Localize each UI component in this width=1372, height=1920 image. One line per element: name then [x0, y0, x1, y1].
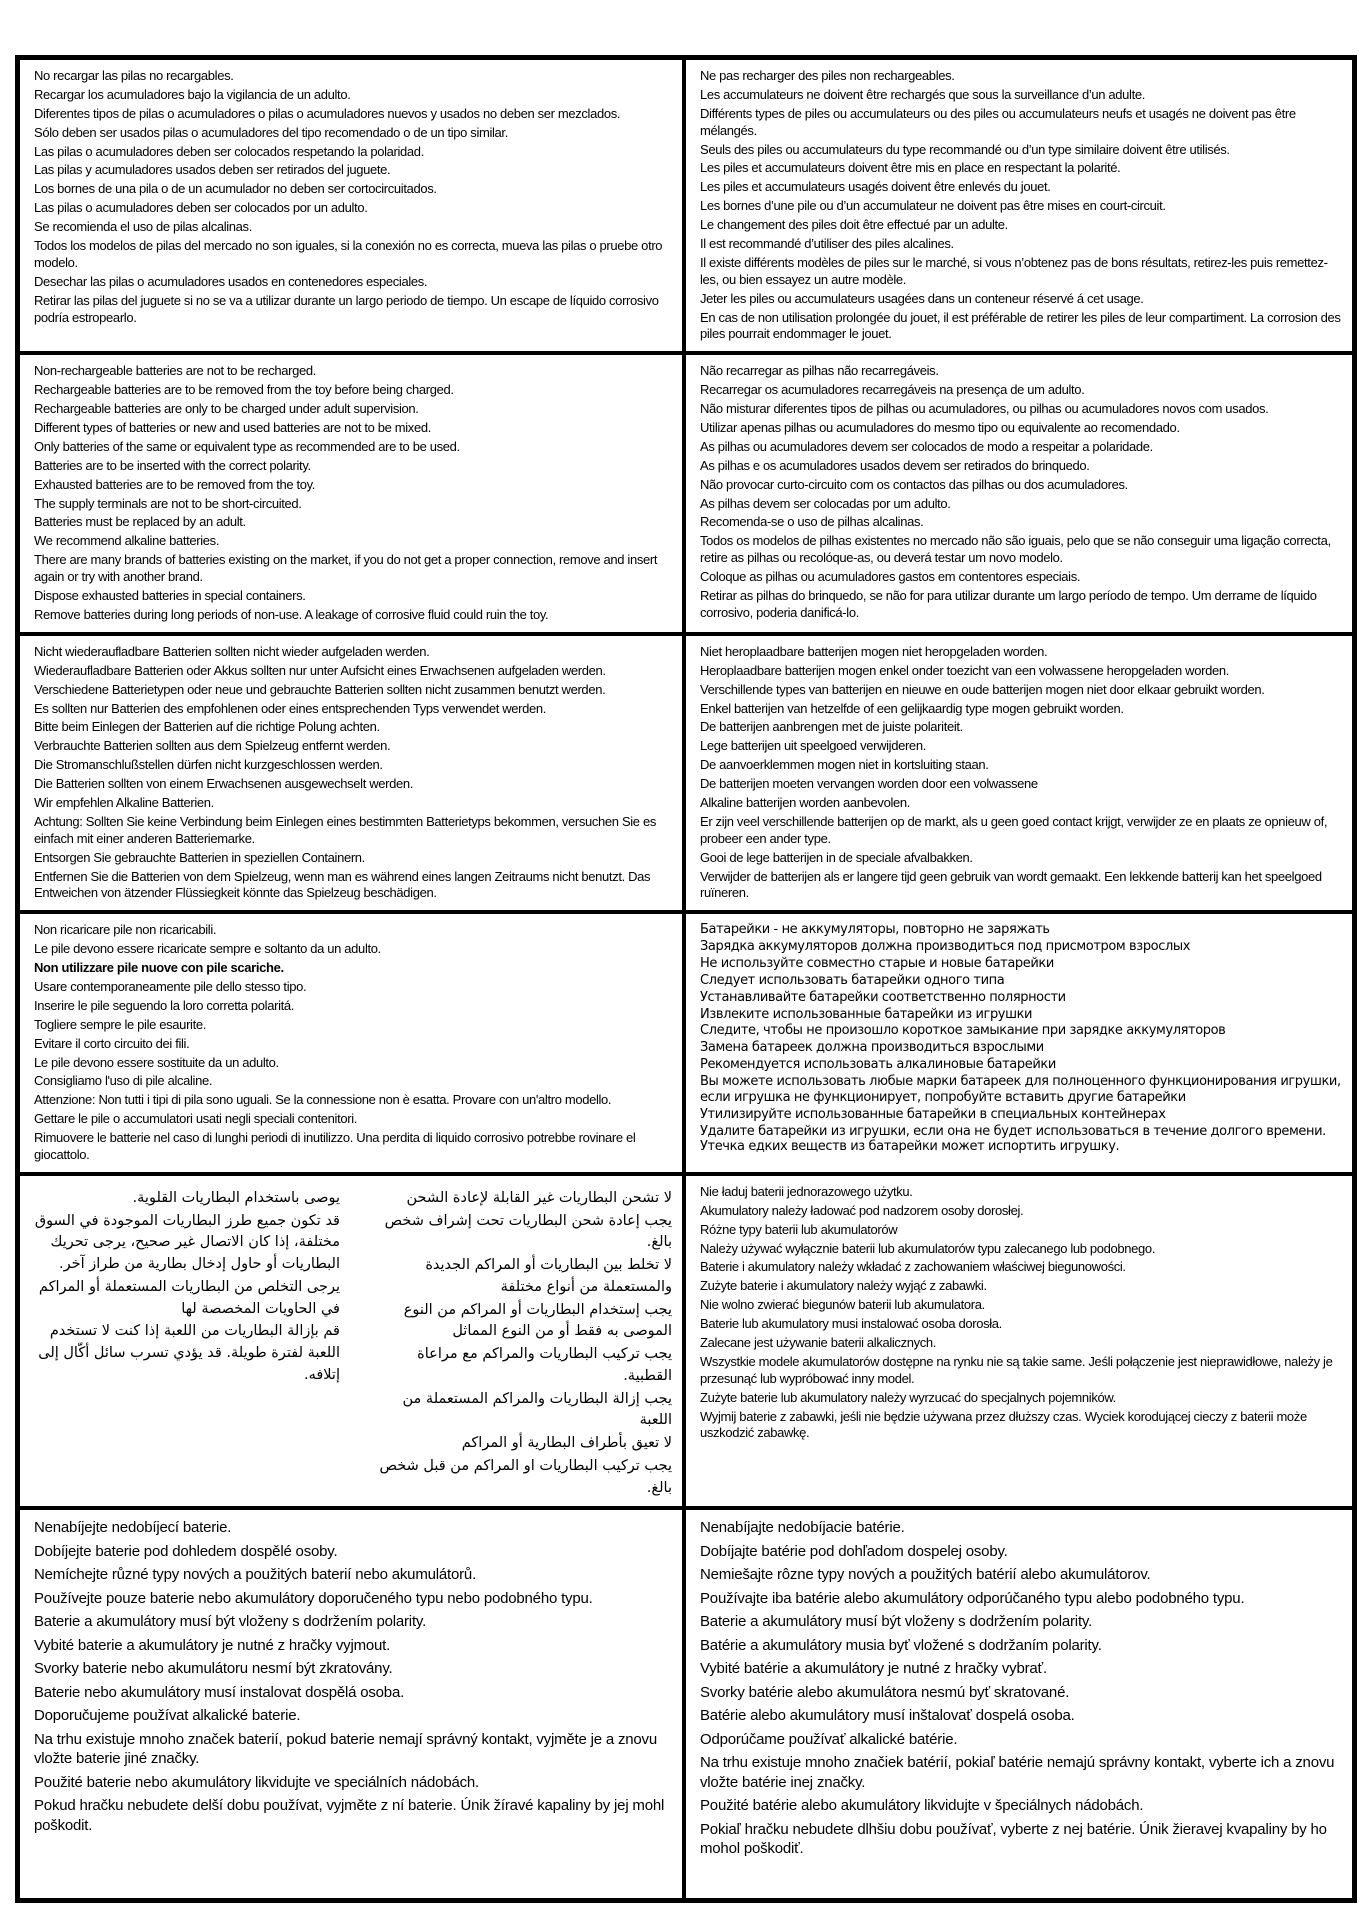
instruction-line: Dobíjajte batérie pod dohľadom dospelej osoby. — [700, 1542, 1008, 1560]
instruction-line: The supply terminals are not to be short-circuited. — [34, 495, 302, 511]
instruction-line: Las pilas y acumuladores usados deben ser retirados del juguete. — [34, 162, 391, 178]
instruction-line: Зарядка аккумуляторов должна производиться под присмотром взрослых — [700, 939, 1191, 955]
instructions-row-4 — [20, 910, 1352, 1172]
section-german — [20, 636, 686, 910]
arabic-column-1 — [366, 1188, 672, 1501]
instruction-line: Wiederaufladbare Batterien oder Akkus sollten nur unter Aufsicht eines Erwachsenen aufgeladen werden. — [34, 662, 606, 678]
instruction-line: Utilizar apenas pilhas ou acumuladores do mesmo tipo ou equivalente ao recomendado. — [700, 420, 1180, 436]
instruction-line: Vybité batérie a akumulátory je nutné z hračky vybrať. — [700, 1660, 1047, 1678]
instruction-line: Heroplaadbare batterijen mogen enkel onder toezicht van een volwassene heropgeladen worden. — [700, 662, 1229, 678]
instruction-line: Batérie alebo akumulátory musí inštalovať dospelá osoba. — [700, 1707, 1075, 1725]
instruction-line: Rimuovere le batterie nel caso di lunghi periodi di inutilizzo. Una perdita di liquido corrosivo potrebbe rovinare el giocattolo. — [34, 1130, 636, 1162]
instructions-row-5 — [20, 1172, 1352, 1507]
instruction-line: Retirar las pilas del juguete si no se va a utilizar durante un largo periodo de tiempo. Un escape de líquido corrosivo podría estropearlo. — [34, 292, 659, 325]
instruction-line: Retirar as pilhas do brinquedo, se não for para utilizar durante um largo período de tempo. Um derrame de líquido corrosivo, poderia danificá-lo. — [700, 588, 1317, 620]
instruction-line: Il est recommandé d’utiliser des piles alcalines. — [700, 236, 954, 252]
instruction-line: Pokud hračku nebudete delší dobu používat, vyjměte z ní baterie. Únik žíravé kapaliny by jej mohl poškodit. — [34, 1797, 665, 1834]
instruction-line: Použité batérie alebo akumulátory likvidujte v špeciálnych nádobách. — [700, 1797, 1144, 1815]
instruction-line: Batérie a akumulátory musia byť vložené s dodržaním polarity. — [700, 1636, 1102, 1654]
section-slovak — [686, 1510, 1352, 1898]
arabic-two-column-layout — [34, 1188, 672, 1501]
instruction-line: Não recarregar as pilhas não recarregáveis. — [700, 363, 939, 379]
instruction-line: Non utilizzare pile nuove con pile scariche. — [34, 960, 284, 976]
instruction-line: Different types of batteries or new and used batteries are not to be mixed. — [34, 420, 431, 436]
instruction-line: Akumulatory należy ładować pod nadzorem osoby dorosłej. — [700, 1202, 1024, 1218]
instruction-line: Non ricaricare pile non ricaricabili. — [34, 922, 217, 938]
instruction-line: Следует использовать батарейки одного типа — [700, 972, 1005, 988]
instruction-line: Jeter les piles ou accumulateurs usagées dans un conteneur réservé á cet usage. — [700, 290, 1144, 306]
instruction-line: Seuls des piles ou accumulateurs du type recommandé ou d’un type similaire doivent être utilisés. — [700, 141, 1230, 157]
instruction-line: لا تعيق بأطراف البطارية أو المراكم — [461, 1435, 672, 1452]
instruction-line: Verwijder de batterijen als er langere tijd geen gebruik van wordt gemaakt. Een lekkende batterij kan het speelgoed ruïneren. — [700, 868, 1322, 901]
instruction-line: Les bornes d’une pile ou d’un accumulateur ne doivent pas être mises en court-circuit. — [700, 198, 1166, 214]
instruction-line: Nie ładuj baterii jednorazowego użytku. — [700, 1183, 913, 1199]
instruction-line: قم بإزالة البطاريات من اللعبة إذا كنت لا تستخدم اللعبة لفترة طويلة. قد يؤدي تسرب سائل أكّال إلى إتلافه. — [38, 1323, 340, 1383]
instruction-line: Bitte beim Einlegen der Batterien auf die richtige Polung achten. — [34, 719, 380, 735]
instruction-line: Inserire le pile seguendo la loro corretta polaritá. — [34, 997, 295, 1013]
instruction-line: Sólo deben ser usados pilas o acumuladores del tipo recomendado o de un tipo similar. — [34, 124, 508, 140]
instruction-line: Batteries must be replaced by an adult. — [34, 514, 246, 530]
instruction-line: Es sollten nur Batterien des empfohlenen oder eines entsprechenden Typs verwendet werden. — [34, 700, 547, 716]
instruction-line: Baterie a akumulátory musí být vloženy s dodržením polarity. — [700, 1613, 1093, 1631]
instruction-line: Rechargeable batteries are to be removed from the toy before being charged. — [34, 382, 454, 398]
instruction-line: Ne pas recharger des piles non rechargeables. — [700, 68, 955, 83]
section-czech — [20, 1510, 686, 1898]
instruction-line: Baterie nebo akumulátory musí instalovat dospělá osoba. — [34, 1683, 405, 1701]
instruction-line: Батарейки - не аккумуляторы, повторно не заряжать — [700, 922, 1050, 938]
instruction-line: Použité baterie nebo akumulátory likvidujte ve speciálních nádobách. — [34, 1773, 480, 1791]
instruction-line: Svorky baterie nebo akumulátoru nesmí být zkratovány. — [34, 1660, 393, 1678]
instruction-line: Los bornes de una pila o de un acumulador no deben ser cortocircuitados. — [34, 181, 437, 197]
instruction-line: Não provocar curto-circuito com os contactos das pilhas ou dos acumuladores. — [700, 476, 1128, 492]
instruction-line: Desechar las pilas o acumuladores usados en contenedores especiales. — [34, 273, 428, 289]
section-english — [20, 355, 686, 631]
instruction-line: Pokiaľ hračku nebudete dlhšiu dobu používať, vyberte z nej batérie. Únik žieravej kvapaliny by ho mohol poškodiť. — [700, 1820, 1327, 1858]
instruction-line: Die Batterien sollten von einem Erwachsenen ausgewechselt werden. — [34, 776, 414, 792]
instruction-line: Er zijn veel verschillende batterijen op de markt, als u geen goed contact krijgt, verwijder ze en plaats ze opnieuw of, probeer een ander type. — [700, 813, 1328, 846]
instruction-line: Používejte pouze baterie nebo akumulátory doporučeného typu nebo podobného typu. — [34, 1589, 593, 1607]
instruction-line: Togliere sempre le pile esaurite. — [34, 1016, 206, 1032]
instruction-line: Вы можете использовать любые марки батареек для полноценного функционирования игрушки, если игрушка не функционирует, попробуйте вставить другие батарейки — [700, 1074, 1341, 1105]
instruction-line: Na trhu existuje mnoho značek baterií, pokud baterie nemají správný kontakt, vyjměte je a znovu vložte baterie jiné značky. — [34, 1730, 658, 1768]
instruction-line: Удалите батарейки из игрушки, если она не будет использоваться в течение долгого времени. Утечка едких веществ из батарейки может испортить игрушку. — [700, 1123, 1326, 1155]
instruction-line: Achtung: Sollten Sie keine Verbindung beim Einlegen eines bestimmten Batterietyps bekommen, versuchen Sie es einfach mit einer anderen Batteriemarke. — [34, 813, 656, 846]
instruction-line: Należy używać wyłącznie baterii lub akumulatorów typu zalecanego lub podobnego. — [700, 1240, 1156, 1256]
instruction-line: Zużyte baterie i akumulatory należy wyjąć z zabawki. — [700, 1278, 987, 1294]
instruction-line: Evitare il corto circuito dei fili. — [34, 1035, 190, 1051]
instruction-line: Todos los modelos de pilas del mercado no son iguales, si la conexión no es correcta, mueva las pilas o pruebe otro modelo. — [34, 238, 663, 270]
instruction-line: Recomenda-se o uso de pilhas alcalinas. — [700, 514, 924, 530]
instruction-line: Las pilas o acumuladores deben ser colocados respetando la polaridad. — [34, 143, 424, 159]
instruction-line: يرجى التخلص من البطاريات المستعملة أو المراكم في الحاويات المخصصة لها — [38, 1278, 340, 1317]
instruction-line: Gettare le pile o accumulatori usati negli speciali contenitori. — [34, 1111, 358, 1127]
instruction-line: Утилизируйте использованные батарейки в специальных контейнерах — [700, 1106, 1166, 1122]
instruction-line: Entsorgen Sie gebrauchte Batterien in speziellen Containern. — [34, 849, 365, 865]
instruction-line: No recargar las pilas no recargables. — [34, 68, 234, 83]
instruction-line: لا تشحن البطاريات غير القابلة لإعادة الشحن — [406, 1189, 672, 1206]
instruction-line: Różne typy baterii lub akumulatorów — [700, 1221, 898, 1237]
instruction-line: Les piles et accumulateurs doivent être mis en place en respectant la polarité. — [700, 160, 1121, 176]
instruction-line: As pilhas ou acumuladores devem ser colocados de modo a respeitar a polaridade. — [700, 438, 1153, 454]
instruction-line: There are many brands of batteries existing on the market, if you do not get a proper connection, remove and insert again or try with another brand. — [34, 552, 658, 585]
section-russian — [686, 914, 1352, 1172]
instruction-line: Следите, чтобы не произошло короткое замыкание при зарядке аккумуляторов — [700, 1023, 1226, 1039]
instruction-line: Извлеките использованные батарейки из игрушки — [700, 1006, 1033, 1022]
instruction-line: قد تكون جميع طرز البطاريات الموجودة في السوق مختلفة، إذا كان الاتصال غير صحيح، يرجى تحريك البطاريات أو حاول إدخال بطارية من طراز آخر. — [34, 1212, 340, 1273]
instruction-line: Usare contemporaneamente pile dello stesso tipo. — [34, 978, 307, 994]
instruction-line: Doporučujeme používat alkalické baterie. — [34, 1707, 301, 1725]
instruction-line: Dobíjejte baterie pod dohledem dospělé osoby. — [34, 1542, 338, 1560]
instruction-line: Remove batteries during long periods of non-use. A leakage of corrosive fluid could ruin the toy. — [34, 606, 549, 622]
instruction-line: Не используйте совместно старые и новые батарейки — [700, 956, 1054, 972]
instructions-row-6 — [20, 1506, 1352, 1898]
instruction-line: Les piles et accumulateurs usagés doivent être enlevés du jouet. — [700, 179, 1051, 195]
instruction-line: Dispose exhausted batteries in special containers. — [34, 588, 306, 604]
instruction-line: Only batteries of the same or equivalent type as recommended are to be used. — [34, 438, 460, 454]
section-dutch — [686, 636, 1352, 910]
instruction-line: Wyjmij baterie z zabawki, jeśli nie będzie używana przez dłuższy czas. Wyciek korodującej cieczy z baterii może uszkodzić zabawkę. — [700, 1408, 1307, 1441]
instructions-row-1 — [20, 60, 1352, 351]
instruction-line: Verschiedene Batterietypen oder neue und gebrauchte Batterien sollten nicht zusammen benutzt werden. — [34, 681, 606, 697]
instruction-line: Používajte iba batérie alebo akumulátory odporúčaného typu alebo podobného typu. — [700, 1589, 1245, 1607]
instruction-line: Wszystkie modele akumulatorów dostępne na rynku nie są takie same. Jeśli połączenie jest nieprawidłowe, należy je przesunąć lub wypróbować inny model. — [700, 1353, 1333, 1386]
instruction-line: Baterie a akumulátory musí být vloženy s dodržením polarity. — [34, 1613, 427, 1631]
instruction-line: Non-rechargeable batteries are not to be recharged. — [34, 363, 317, 379]
instruction-line: En cas de non utilisation prolongée du jouet, il est préférable de retirer les piles de leur compartiment. La corrosion des piles pourrait endommager le jouet. — [700, 309, 1341, 342]
section-arabic — [20, 1176, 686, 1507]
instruction-line: Baterie lub akumulatory musi instalować osoba dorosła. — [700, 1316, 1002, 1332]
section-italian — [20, 914, 686, 1172]
instruction-line: Nemiešajte rôzne typy nových a použitých batérií alebo akumulátorov. — [700, 1566, 1151, 1584]
instruction-line: Nicht wiederaufladbare Batterien sollten nicht wieder aufgeladen werden. — [34, 643, 430, 659]
instructions-row-2 — [20, 351, 1352, 631]
instruction-line: Nenabíjejte nedobíjecí baterie. — [34, 1519, 232, 1537]
instruction-line: Les accumulateurs ne doivent être rechargés que sous la surveillance d’un adulte. — [700, 86, 1145, 102]
instruction-line: Exhausted batteries are to be removed from the toy. — [34, 476, 316, 492]
instruction-line: Устанавливайте батарейки соответственно полярности — [700, 989, 1066, 1005]
instruction-line: Gooi de lege batterijen in de speciale afvalbakken. — [700, 849, 973, 865]
arabic-column-2 — [34, 1188, 340, 1501]
instruction-line: Il existe différents modèles de piles sur le marché, si vous n’obtenez pas de bons résultats, retirez-les puis remettez-les, ou bien essayez un autre modèle. — [700, 254, 1328, 287]
instruction-line: Diferentes tipos de pilas o acumuladores o pilas o acumuladores nuevos y usados no deben ser mezclados. — [34, 105, 621, 121]
instruction-line: De batterijen aanbrengen met de juiste polariteit. — [700, 719, 963, 735]
instruction-line: Não misturar diferentes tipos de pilhas ou acumuladores, ou pilhas ou acumuladores novos com usados. — [700, 401, 1269, 417]
instruction-line: يجب إستخدام البطاريات أو المراكم من النوع الموصى به فقط أو من النوع المماثل — [403, 1301, 672, 1340]
instruction-line: يوصى باستخدام البطاريات القلوية. — [132, 1189, 340, 1206]
instruction-line: يجب إعادة شحن البطاريات تحت إشراف شخص بالغ. — [384, 1212, 672, 1251]
instruction-line: Recargar los acumuladores bajo la vigilancia de un adulto. — [34, 86, 351, 102]
instruction-line: Le changement des piles doit être effectué par un adulte. — [700, 217, 1008, 233]
instruction-line: Svorky batérie alebo akumulátora nesmú byť skratované. — [700, 1683, 1070, 1701]
instruction-line: Todos os modelos de pilhas existentes no mercado não são iguais, pelo que se não conseguir uma ligação correcta, retire as pilhas ou recolóque-as, ou deverá testar um novo modelo. — [700, 533, 1331, 566]
instruction-line: يجب إزالة البطاريات والمراكم المستعملة من اللعبة — [402, 1390, 672, 1429]
instruction-line: Consigliamo l'uso di pile alcaline. — [34, 1073, 213, 1089]
instruction-line: Lege batterijen uit speelgoed verwijderen. — [700, 738, 926, 754]
instruction-line: De batterijen moeten vervangen worden door een volwassene — [700, 776, 1038, 792]
instruction-line: لا تخلط بين البطاريات أو المراكم الجديدة والمستعملة من أنواع مختلفة — [425, 1257, 672, 1295]
instruction-line: Rechargeable batteries are only to be charged under adult supervision. — [34, 401, 419, 417]
instruction-line: Nenabíjajte nedobíjacie batérie. — [700, 1519, 905, 1537]
instruction-line: Odporúčame používať alkalické batérie. — [700, 1730, 958, 1748]
instruction-line: Recarregar os acumuladores recarregáveis na presença de um adulto. — [700, 382, 1085, 398]
instruction-line: Niet heroplaadbare batterijen mogen niet heropgeladen worden. — [700, 643, 1048, 659]
instruction-line: Batteries are to be inserted with the correct polarity. — [34, 457, 311, 473]
section-polish — [686, 1176, 1352, 1507]
section-portuguese — [686, 355, 1352, 631]
section-french — [686, 60, 1352, 351]
instruction-line: As pilhas e os acumuladores usados devem ser retirados do brinquedo. — [700, 457, 1090, 473]
instruction-line: Рекомендуется использовать алкалиновые батарейки — [700, 1057, 1056, 1073]
instruction-line: Zużyte baterie lub akumulatory należy wyrzucać do specjalnych pojemników. — [700, 1389, 1116, 1405]
instruction-line: Coloque as pilhas ou acumuladores gastos em contentores especiais. — [700, 569, 1081, 585]
instruction-line: Verbrauchte Batterien sollten aus dem Spielzeug entfernt werden. — [34, 738, 391, 754]
instruction-line: Zalecane jest używanie baterii alkalicznych. — [700, 1335, 937, 1350]
instruction-line: Enkel batterijen van hetzelfde of een gelijkaardig type mogen gebruikt worden. — [700, 700, 1124, 716]
instruction-line: Nie wolno zwierać biegunów baterii lub akumulatora. — [700, 1297, 985, 1313]
instruction-line: Différents types de piles ou accumulateurs ou des piles ou accumulateurs neufs et usagés ne doivent pas être mélangés. — [700, 105, 1296, 138]
instruction-line: Attenzione: Non tutti i tipi di pila sono uguali. Se la connessione non è esatta. Provare con un'altro modello. — [34, 1092, 612, 1108]
instruction-line: Verschillende types van batterijen en nieuwe en oude batterijen mogen niet door elkaar gebruikt worden. — [700, 681, 1265, 697]
section-spanish — [20, 60, 686, 351]
battery-instructions-sheet — [15, 55, 1357, 1903]
instruction-line: We recommend alkaline batteries. — [34, 533, 220, 549]
instruction-line: Se recomienda el uso de pilas alcalinas. — [34, 219, 252, 235]
instruction-line: Le pile devono essere ricaricate sempre e soltanto da un adulto. — [34, 941, 381, 957]
instruction-line: يجب تركيب البطاريات والمراكم مع مراعاة القطبية. — [417, 1346, 672, 1384]
instruction-line: يجب تركيب البطاريات او المراكم من قبل شخص بالغ. — [379, 1457, 672, 1496]
instruction-line: De aanvoerklemmen mogen niet in kortsluiting staan. — [700, 757, 989, 773]
instruction-line: Na trhu existuje mnoho značiek batérií, pokiaľ batérie nemajú správny kontakt, vyberte ich a znovu vložte batérie inej značky. — [700, 1754, 1335, 1791]
instruction-line: Замена батареек должна производиться взрослыми — [700, 1040, 1044, 1056]
instruction-line: Wir empfehlen Alkaline Batterien. — [34, 794, 214, 810]
instruction-line: Le pile devono essere sostituite da un adulto. — [34, 1054, 279, 1070]
instruction-line: Las pilas o acumuladores deben ser colocados por un adulto. — [34, 200, 368, 216]
instruction-line: Alkaline batterijen worden aanbevolen. — [700, 794, 911, 810]
instruction-line: As pilhas devem ser colocadas por um adulto. — [700, 495, 951, 511]
instructions-row-3 — [20, 632, 1352, 910]
instruction-line: Nemíchejte různé typy nových a použitých baterií nebo akumulátorů. — [34, 1566, 477, 1584]
instruction-line: Vybité baterie a akumulátory je nutné z hračky vyjmout. — [34, 1636, 391, 1654]
instruction-line: Entfernen Sie die Batterien von dem Spielzeug, wenn man es während eines langen Zeitraums nicht benutzt. Das Entweichen von ätzender Flüssiegkeit könnte das Spielzeug beschädigen. — [34, 868, 651, 901]
instruction-line: Baterie i akumulatory należy wkładać z zachowaniem właściwej biegunowości. — [700, 1259, 1126, 1275]
instruction-line: Die Stromanschlußstellen dürfen nicht kurzgeschlossen werden. — [34, 757, 383, 773]
